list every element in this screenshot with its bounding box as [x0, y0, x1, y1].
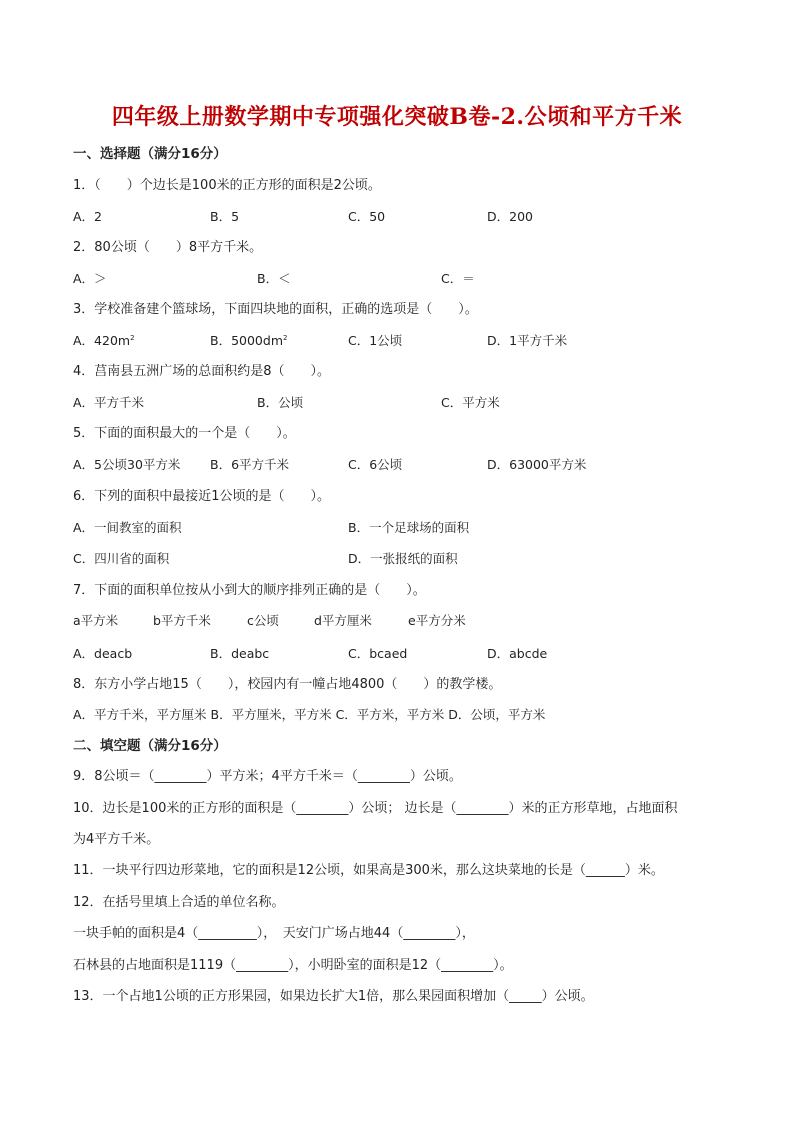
page-title: 四年级上册数学期中专项强化突破B卷-2.公顷和平方千米: [111, 104, 683, 130]
q1-option-a: A．2: [73, 209, 103, 224]
q3-option-d: D．1平方千米: [487, 333, 568, 348]
question-7: 7．下面的面积单位按从小到大的顺序排列正确的是（ ）。: [73, 583, 426, 598]
q1-option-b: B．5: [210, 209, 240, 224]
question-5: 5．下面的面积最大的一个是（ ）。: [73, 426, 296, 441]
question-10-line-1: 10．边长是100米的正方形的面积是（________）公顷； 边长是（________）米的正方形草地，占地面积: [73, 801, 678, 816]
question-12: 12．在括号里填上合适的单位名称。: [73, 895, 285, 910]
question-12-line-2: 石林县的占地面积是1119（________），小明卧室的面积是12（________）。: [73, 958, 513, 973]
q2-option-b: B．＜: [257, 271, 291, 286]
q6-option-a: A．一间教室的面积: [73, 520, 182, 535]
q6-option-d: D．一张报纸的面积: [348, 551, 458, 566]
section-heading-fill: 二、填空题（满分16分）: [73, 738, 227, 754]
question-13: 13．一个占地1公顷的正方形果园，如果边长扩大1倍，那么果园面积增加（_____）公顷。: [73, 989, 594, 1004]
q5-option-d: D．63000平方米: [487, 457, 587, 472]
q7-unit-e: e平方分米: [408, 613, 466, 628]
q5-option-a: A．5公顷30平方米: [73, 457, 181, 472]
question-9: 9．8公顷＝（________）平方米；4平方千米＝（________）公顷。: [73, 769, 462, 784]
q2-option-c: C．＝: [441, 271, 475, 286]
question-6: 6．下列的面积中最接近1公顷的是（ ）。: [73, 489, 331, 504]
question-8: 8．东方小学占地15（ ），校园内有一幢占地4800（ ）的教学楼。: [73, 677, 502, 692]
question-11: 11．一块平行四边形菜地，它的面积是12公顷，如果高是300米，那么这块菜地的长是（______）米。: [73, 863, 664, 878]
q2-option-a: A．＞: [73, 271, 107, 286]
q3-option-a-sup: 2: [130, 333, 135, 342]
q7-unit-a: a平方米: [73, 613, 119, 628]
q7-option-d: D．abcde: [487, 646, 548, 661]
question-2: 2．80公顷（ ）8平方千米。: [73, 240, 263, 255]
q1-option-d: D．200: [487, 209, 533, 224]
q3-option-c: C．1公顷: [348, 333, 403, 348]
q5-option-b: B．6平方千米: [210, 457, 290, 472]
q3-option-a-text: A．420m: [73, 333, 131, 348]
q1-option-c: C．50: [348, 209, 386, 224]
q7-option-a: A．deacb: [73, 646, 133, 661]
q3-option-b-text: B．5000dm: [210, 333, 283, 348]
q3-option-a: [73, 332, 135, 350]
q3-option-b-sup: 2: [283, 333, 288, 342]
q3-option-b: [210, 332, 287, 350]
question-12-line-1: 一块手帕的面积是4（_________）， 天安门广场占地44（________），: [73, 926, 475, 941]
q6-option-c: C．四川省的面积: [73, 551, 170, 566]
q7-unit-b: b平方千米: [153, 613, 211, 628]
question-3: 3．学校准备建个篮球场，下面四块地的面积，正确的选项是（ ）。: [73, 302, 478, 317]
q7-unit-c: c公顷: [247, 613, 279, 628]
q4-option-c: C．平方米: [441, 395, 500, 410]
q6-option-b: B．一个足球场的面积: [348, 520, 470, 535]
question-10-line-2: 为4平方千米。: [73, 832, 160, 847]
q5-option-c: C．6公顷: [348, 457, 403, 472]
q7-option-c: C．bcaed: [348, 646, 408, 661]
q7-unit-d: d平方厘米: [314, 613, 372, 628]
q8-options: A．平方千米，平方厘米 B．平方厘米，平方米 C．平方米，平方米 D．公顷，平方米: [73, 707, 546, 722]
section-heading-choice: 一、选择题（满分16分）: [73, 146, 227, 162]
q4-option-b: B．公顷: [257, 395, 304, 410]
q7-option-b: B．deabc: [210, 646, 270, 661]
question-4: 4．莒南县五洲广场的总面积约是8（ ）。: [73, 364, 331, 379]
q4-option-a: A．平方千米: [73, 395, 145, 410]
question-1: 1．（ ）个边长是100米的正方形的面积是2公顷。: [73, 178, 381, 193]
